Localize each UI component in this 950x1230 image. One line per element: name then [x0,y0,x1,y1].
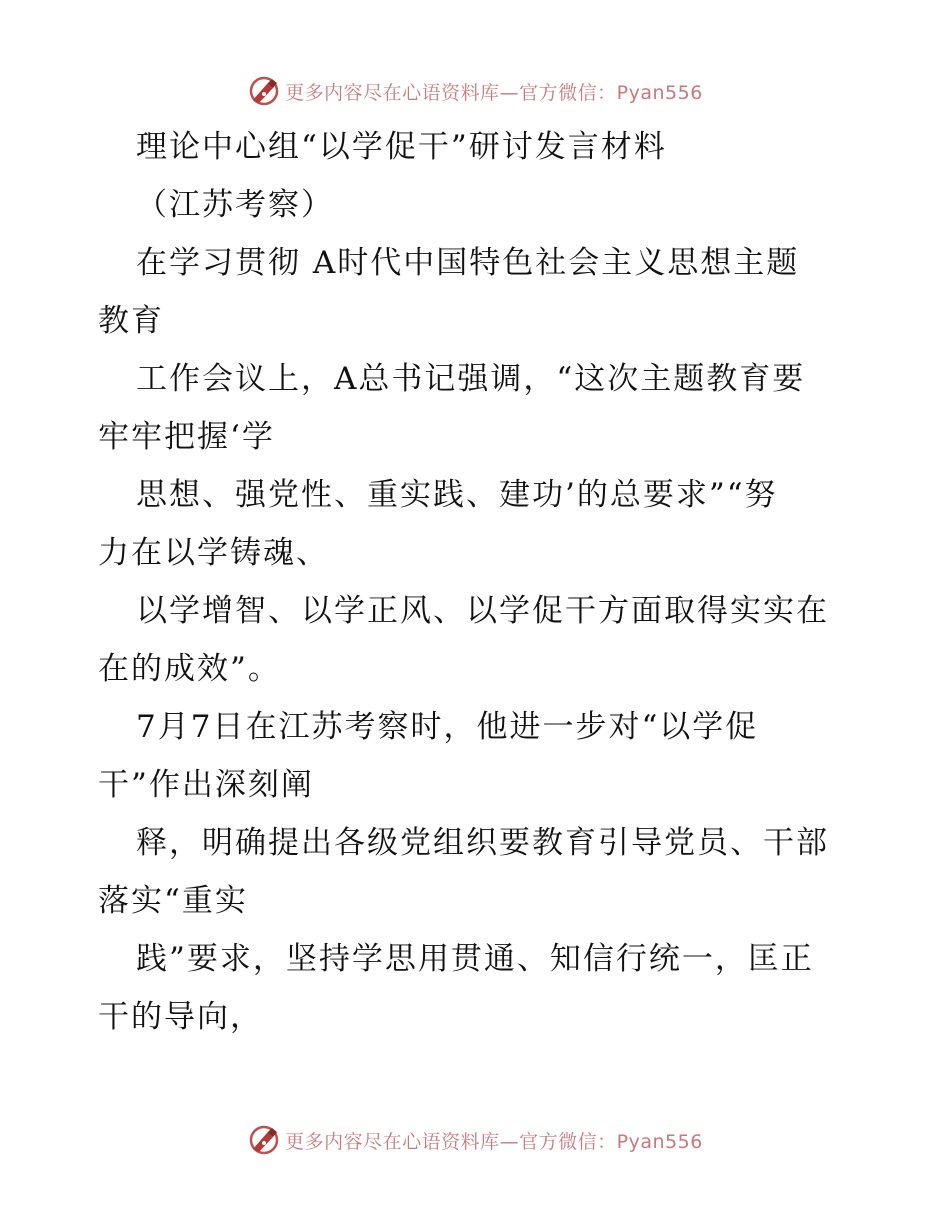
paragraph-line: 教育 [98,303,164,339]
header-banner [0,71,950,111]
document-title: 理论中心组“以学促干”研讨发言材料 [136,129,667,165]
paragraph-line: 力在以学铸魂、 [98,535,329,571]
paragraph-line: 思想、强党性、重实践、建功’的总要求”“努 [136,477,778,513]
paragraph-line: 在的成效”。 [98,651,281,687]
footer-banner [0,1120,950,1160]
paragraph-line: 7月7日在江苏考察时，他进一步对“以学促 [136,709,759,745]
paragraph-line: 工作会议上，A总书记强调，“这次主题教育要 [136,361,806,397]
paragraph-line: 干”作出深刻阐 [98,767,314,803]
paragraph-line: 落实“重实 [98,883,248,919]
document-subtitle: （江苏考察） [136,187,334,223]
paragraph-line: 释，明确提出各级党组织要教育引导党员、干部 [136,825,829,861]
pen-nib-logo-icon [247,1123,281,1157]
footer-banner-text: 更多内容尽在心语资料库—官方微信：Pyan556 [285,1130,703,1153]
pen-nib-logo-icon [247,74,281,108]
paragraph-line: 在学习贯彻 A时代中国特色社会主义思想主题 [136,245,800,281]
paragraph-line: 牢牢把握‘学 [98,419,275,455]
paragraph-line: 以学增智、以学正风、以学促干方面取得实实在 [136,593,829,629]
header-banner-text: 更多内容尽在心语资料库—官方微信：Pyan556 [285,81,703,104]
document-body [98,118,858,1046]
paragraph-line: 干的导向， [98,999,263,1035]
paragraph-line: 践”要求，坚持学思用贯通、知信行统一，匡正 [136,941,814,977]
